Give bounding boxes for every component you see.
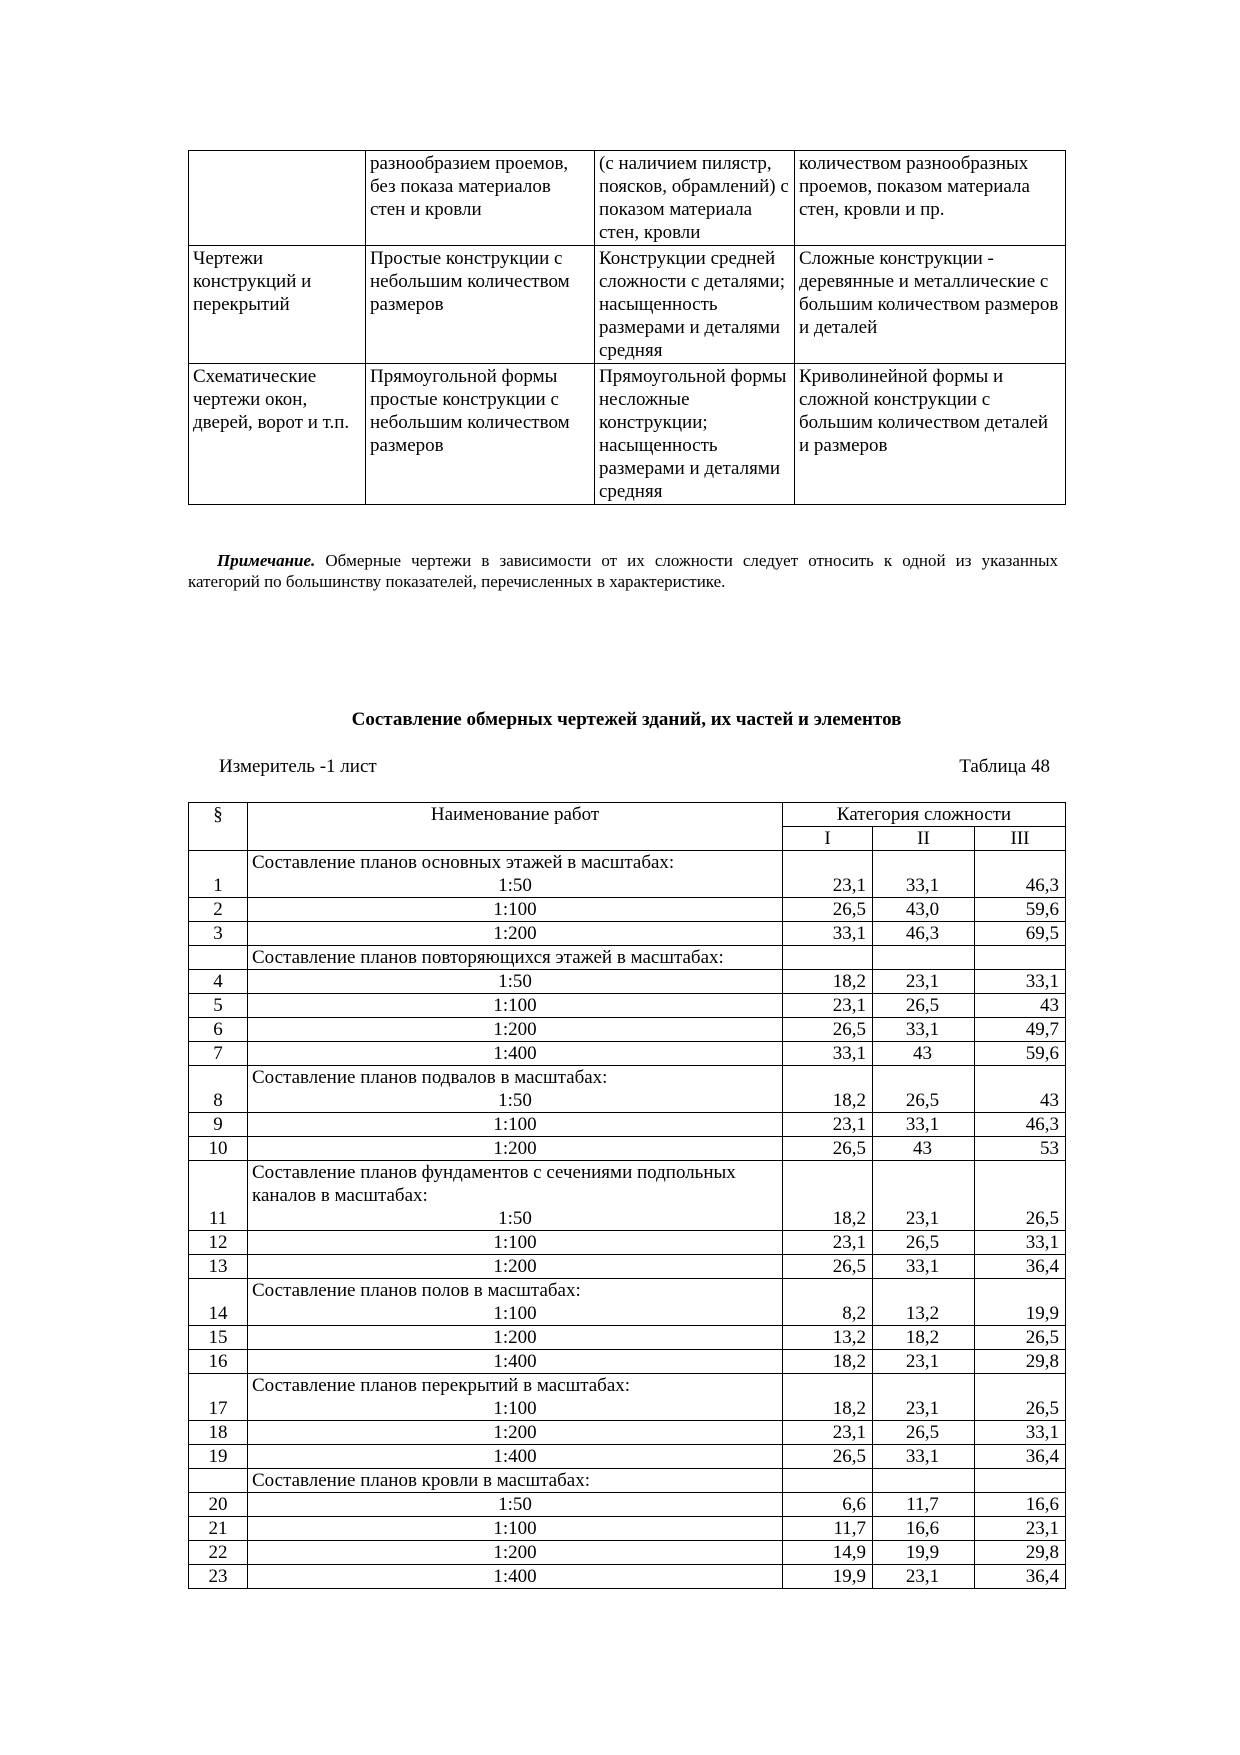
- work-name-cell: [248, 1445, 783, 1469]
- group-title: Составление планов полов в масштабах:: [252, 1280, 581, 1301]
- work-name-cell: [248, 1042, 783, 1066]
- char-cell: Прямоугольной формы простые конструкции с небольшим количеством размеров: [366, 364, 595, 505]
- value-cat-3: 26,5: [975, 1161, 1066, 1231]
- table-row: [189, 1137, 1066, 1161]
- value-cat-3: 43: [975, 1066, 1066, 1113]
- value-cat-3: 26,5: [975, 1374, 1066, 1421]
- table-row: [189, 922, 1066, 946]
- char-cell: [189, 151, 366, 246]
- value-cat-2: 11,7: [873, 1493, 975, 1517]
- table-row: [189, 1161, 1066, 1231]
- work-name-cell: [248, 1279, 783, 1326]
- table-row: [189, 1350, 1066, 1374]
- scale-label: 1:100: [493, 1303, 537, 1324]
- value-cat-3: 23,1: [975, 1517, 1066, 1541]
- note-text: Обмерные чертежи в зависимости от их сложности следует относить к одной из указанных категорий по большинству показателей, перечисленных в характеристике.: [188, 551, 1058, 591]
- row-number: 19: [189, 1445, 248, 1469]
- value-cell: [783, 946, 873, 970]
- value-cat-1: 26,5: [783, 1445, 873, 1469]
- value-cat-2: 43,0: [873, 898, 975, 922]
- group-title: Составление планов повторяющихся этажей в масштабах:: [248, 946, 783, 970]
- header-cat-3: III: [975, 827, 1066, 851]
- table-row: [189, 1493, 1066, 1517]
- scale-label: 1:400: [493, 1043, 537, 1064]
- group-title: Составление планов подвалов в масштабах:: [252, 1067, 608, 1088]
- value-cat-1: 18,2: [783, 1374, 873, 1421]
- table-row: [189, 1541, 1066, 1565]
- char-cell: Криволинейной формы и сложной конструкции с большим количеством деталей и размеров: [795, 364, 1066, 505]
- value-cat-2: 26,5: [873, 1231, 975, 1255]
- value-cell: [873, 946, 975, 970]
- value-cat-2: 23,1: [873, 1374, 975, 1421]
- row-number: 4: [189, 970, 248, 994]
- scale-label: 1:50: [498, 1208, 532, 1229]
- price-table: [188, 802, 1066, 1589]
- num-cell: [189, 1469, 248, 1493]
- value-cat-1: 33,1: [783, 1042, 873, 1066]
- row-number: 6: [189, 1018, 248, 1042]
- value-cat-1: 26,5: [783, 1018, 873, 1042]
- work-name-cell: [248, 1541, 783, 1565]
- value-cat-1: 23,1: [783, 994, 873, 1018]
- value-cat-1: 26,5: [783, 1255, 873, 1279]
- char-cell: количеством разнообразных проемов, показом материала стен, кровли и пр.: [795, 151, 1066, 246]
- work-name-cell: [248, 851, 783, 898]
- value-cell: [783, 1469, 873, 1493]
- scale-label: 1:100: [493, 1518, 537, 1539]
- value-cat-3: 53: [975, 1137, 1066, 1161]
- value-cat-2: 33,1: [873, 1255, 975, 1279]
- value-cat-2: 23,1: [873, 1350, 975, 1374]
- table-row: [189, 1445, 1066, 1469]
- value-cat-1: 18,2: [783, 1066, 873, 1113]
- scale-label: 1:100: [493, 1114, 537, 1135]
- value-cat-2: 26,5: [873, 1421, 975, 1445]
- value-cat-2: 43: [873, 1042, 975, 1066]
- row-number: 7: [189, 1042, 248, 1066]
- value-cat-2: 23,1: [873, 1161, 975, 1231]
- row-number: 16: [189, 1350, 248, 1374]
- value-cat-1: 6,6: [783, 1493, 873, 1517]
- table-row: [189, 994, 1066, 1018]
- value-cat-2: 26,5: [873, 994, 975, 1018]
- row-number: 3: [189, 922, 248, 946]
- num-cell: [189, 946, 248, 970]
- scale-label: 1:200: [493, 1138, 537, 1159]
- value-cat-3: 36,4: [975, 1445, 1066, 1469]
- value-cat-1: 23,1: [783, 1113, 873, 1137]
- scale-label: 1:50: [498, 1090, 532, 1111]
- row-number: 15: [189, 1326, 248, 1350]
- group-title: Составление планов фундаментов с сечениями подпольных каналов в масштабах:: [252, 1162, 736, 1206]
- work-name-cell: [248, 898, 783, 922]
- value-cat-3: 33,1: [975, 970, 1066, 994]
- value-cat-2: 43: [873, 1137, 975, 1161]
- table-row: [189, 1255, 1066, 1279]
- header-cat-2: II: [873, 827, 975, 851]
- value-cat-1: 8,2: [783, 1279, 873, 1326]
- value-cat-3: 46,3: [975, 1113, 1066, 1137]
- row-number: 11: [189, 1161, 248, 1231]
- char-cell: (с наличием пилястр, поясков, обрамлений) с показом материала стен, кровли: [595, 151, 795, 246]
- scale-label: 1:100: [493, 995, 537, 1016]
- value-cat-1: 14,9: [783, 1541, 873, 1565]
- value-cat-3: 29,8: [975, 1541, 1066, 1565]
- scale-label: 1:200: [493, 1542, 537, 1563]
- value-cat-3: 49,7: [975, 1018, 1066, 1042]
- work-name-cell: [248, 1421, 783, 1445]
- row-number: 2: [189, 898, 248, 922]
- char-cell: Конструкции средней сложности с деталями; насыщенность размерами и деталями средняя: [595, 246, 795, 364]
- table-row: [189, 1421, 1066, 1445]
- note-label: Примечание.: [217, 551, 316, 570]
- table-row: [189, 1231, 1066, 1255]
- char-cell: Схематические чертежи окон, дверей, ворот и т.п.: [189, 364, 366, 505]
- table-row: [189, 1279, 1066, 1326]
- table-row: [189, 1326, 1066, 1350]
- value-cat-1: 18,2: [783, 1350, 873, 1374]
- table-row: [189, 1565, 1066, 1589]
- scale-label: 1:50: [498, 971, 532, 992]
- row-number: 10: [189, 1137, 248, 1161]
- value-cat-3: 16,6: [975, 1493, 1066, 1517]
- table-row: [189, 1517, 1066, 1541]
- row-number: 5: [189, 994, 248, 1018]
- note-paragraph: [188, 550, 1058, 592]
- work-name-cell: [248, 1326, 783, 1350]
- row-number: 23: [189, 1565, 248, 1589]
- value-cat-2: 13,2: [873, 1279, 975, 1326]
- scale-label: 1:100: [493, 1232, 537, 1253]
- value-cat-1: 26,5: [783, 1137, 873, 1161]
- scale-label: 1:200: [493, 1327, 537, 1348]
- table-row: [189, 898, 1066, 922]
- char-cell: Прямоугольной формы несложные конструкции; насыщенность размерами и деталями средняя: [595, 364, 795, 505]
- group-title-row: [189, 1469, 1066, 1493]
- table-row: [189, 1042, 1066, 1066]
- row-number: 17: [189, 1374, 248, 1421]
- char-row: [189, 151, 1066, 246]
- row-number: 20: [189, 1493, 248, 1517]
- value-cat-1: 23,1: [783, 1231, 873, 1255]
- value-cell: [975, 946, 1066, 970]
- value-cell: [975, 1469, 1066, 1493]
- scale-label: 1:400: [493, 1566, 537, 1587]
- scale-label: 1:100: [493, 1398, 537, 1419]
- row-number: 9: [189, 1113, 248, 1137]
- value-cat-2: 46,3: [873, 922, 975, 946]
- scale-label: 1:200: [493, 923, 537, 944]
- scale-label: 1:200: [493, 1019, 537, 1040]
- char-cell: Простые конструкции с небольшим количеством размеров: [366, 246, 595, 364]
- char-cell: Сложные конструкции - деревянные и металлические с большим количеством размеров и деталей: [795, 246, 1066, 364]
- work-name-cell: [248, 1350, 783, 1374]
- row-number: 1: [189, 851, 248, 898]
- row-number: 12: [189, 1231, 248, 1255]
- value-cat-3: 33,1: [975, 1231, 1066, 1255]
- value-cat-3: 33,1: [975, 1421, 1066, 1445]
- value-cat-2: 23,1: [873, 1565, 975, 1589]
- value-cat-1: 18,2: [783, 1161, 873, 1231]
- scale-label: 1:400: [493, 1446, 537, 1467]
- group-title: Составление планов кровли в масштабах:: [248, 1469, 783, 1493]
- work-name-cell: [248, 1374, 783, 1421]
- value-cat-2: 16,6: [873, 1517, 975, 1541]
- value-cat-2: 33,1: [873, 1018, 975, 1042]
- table-row: [189, 970, 1066, 994]
- value-cat-2: 23,1: [873, 970, 975, 994]
- value-cat-1: 13,2: [783, 1326, 873, 1350]
- value-cat-3: 29,8: [975, 1350, 1066, 1374]
- group-title: Составление планов перекрытий в масштабах:: [252, 1375, 631, 1396]
- value-cat-3: 59,6: [975, 1042, 1066, 1066]
- header-category: Категория сложности: [783, 803, 1066, 827]
- row-number: 22: [189, 1541, 248, 1565]
- characteristics-table: [188, 150, 1066, 505]
- header-row: [189, 803, 1066, 827]
- scale-label: 1:100: [493, 899, 537, 920]
- scale-label: 1:200: [493, 1422, 537, 1443]
- value-cat-2: 19,9: [873, 1541, 975, 1565]
- work-name-cell: [248, 1161, 783, 1231]
- value-cat-2: 18,2: [873, 1326, 975, 1350]
- value-cell: [873, 1469, 975, 1493]
- value-cat-3: 59,6: [975, 898, 1066, 922]
- work-name-cell: [248, 970, 783, 994]
- value-cat-1: 11,7: [783, 1517, 873, 1541]
- work-name-cell: [248, 922, 783, 946]
- table-row: [189, 851, 1066, 898]
- header-num: §: [189, 803, 248, 851]
- work-name-cell: [248, 1493, 783, 1517]
- value-cat-1: 33,1: [783, 922, 873, 946]
- value-cat-2: 33,1: [873, 1445, 975, 1469]
- row-number: 8: [189, 1066, 248, 1113]
- table-row: [189, 1374, 1066, 1421]
- header-cat-1: I: [783, 827, 873, 851]
- section-title: Составление обмерных чертежей зданий, их частей и элементов: [351, 709, 902, 730]
- char-row: [189, 246, 1066, 364]
- work-name-cell: [248, 1137, 783, 1161]
- scale-label: 1:50: [498, 875, 532, 896]
- meter-label: Измеритель -1 лист: [219, 756, 377, 777]
- char-row: [189, 364, 1066, 505]
- work-name-cell: [248, 1255, 783, 1279]
- char-cell: Чертежи конструкций и перекрытий: [189, 246, 366, 364]
- value-cat-2: 33,1: [873, 851, 975, 898]
- header-name: Наименование работ: [248, 803, 783, 851]
- value-cat-3: 43: [975, 994, 1066, 1018]
- value-cat-1: 18,2: [783, 970, 873, 994]
- work-name-cell: [248, 1018, 783, 1042]
- value-cat-1: 26,5: [783, 898, 873, 922]
- work-name-cell: [248, 1565, 783, 1589]
- value-cat-3: 19,9: [975, 1279, 1066, 1326]
- scale-label: 1:50: [498, 1494, 532, 1515]
- row-number: 13: [189, 1255, 248, 1279]
- group-title-row: [189, 946, 1066, 970]
- work-name-cell: [248, 1113, 783, 1137]
- row-number: 21: [189, 1517, 248, 1541]
- table-number: Таблица 48: [959, 756, 1050, 777]
- value-cat-3: 26,5: [975, 1326, 1066, 1350]
- table-row: [189, 1113, 1066, 1137]
- table-row: [189, 1066, 1066, 1113]
- value-cat-3: 69,5: [975, 922, 1066, 946]
- work-name-cell: [248, 1066, 783, 1113]
- value-cat-3: 46,3: [975, 851, 1066, 898]
- group-title: Составление планов основных этажей в масштабах:: [252, 852, 675, 873]
- value-cat-1: 23,1: [783, 1421, 873, 1445]
- value-cat-2: 33,1: [873, 1113, 975, 1137]
- value-cat-2: 26,5: [873, 1066, 975, 1113]
- value-cat-1: 23,1: [783, 851, 873, 898]
- value-cat-3: 36,4: [975, 1565, 1066, 1589]
- work-name-cell: [248, 1231, 783, 1255]
- row-number: 18: [189, 1421, 248, 1445]
- char-cell: разнообразием проемов, без показа материалов стен и кровли: [366, 151, 595, 246]
- work-name-cell: [248, 1517, 783, 1541]
- value-cat-3: 36,4: [975, 1255, 1066, 1279]
- scale-label: 1:200: [493, 1256, 537, 1277]
- scale-label: 1:400: [493, 1351, 537, 1372]
- row-number: 14: [189, 1279, 248, 1326]
- table-row: [189, 1018, 1066, 1042]
- value-cat-1: 19,9: [783, 1565, 873, 1589]
- work-name-cell: [248, 994, 783, 1018]
